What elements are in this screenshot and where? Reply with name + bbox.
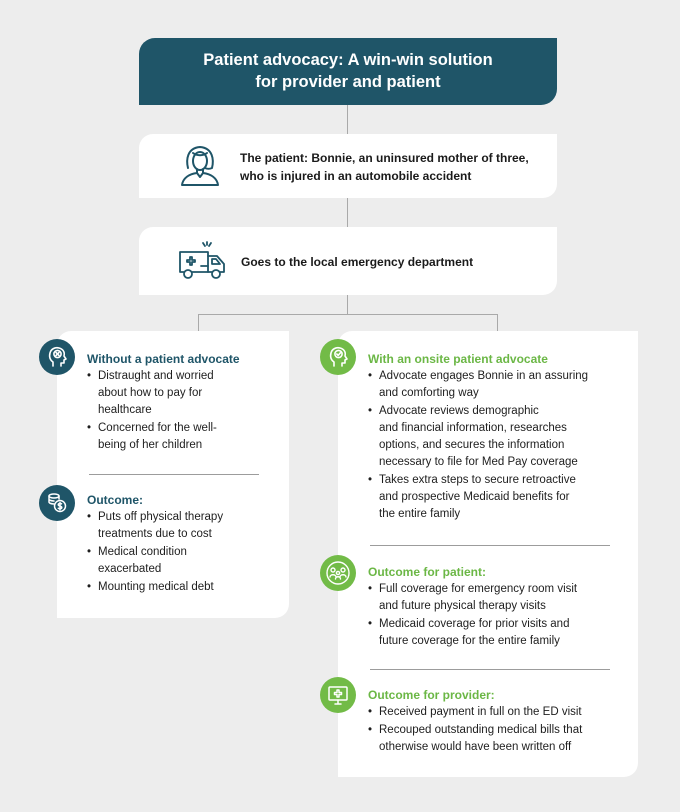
list-item: • Advocate engages Bonnie in an assuring and comforting way [368,368,630,402]
list-item: • Advocate reviews demographic and financial information, researches options, and secures the information necessary to file for Med Pay coverage [368,403,630,471]
list-item: • Medical condition exacerbated [87,544,282,578]
connector-title-patient [347,105,348,134]
connector-branch-horizontal [198,314,498,315]
list-item: • Takes extra steps to secure retroactive and prospective Medicaid benefits for the entire family [368,472,630,523]
connector-branch-left [198,314,199,331]
head-check-icon [320,339,356,375]
without-advocate-heading: Without a patient advocate [87,352,240,366]
without-advocate-panel [57,331,289,618]
list-item: • Received payment in full on the ED visit [368,704,630,721]
outcome-list [87,509,282,597]
family-icon [320,555,356,591]
left-divider [89,474,259,475]
page-title [139,38,557,105]
with-advocate-panel [338,331,638,777]
patient-card [139,134,557,198]
patient-line-1: The patient: Bonnie, an uninsured mother of three, [240,151,529,165]
provider-outcome-heading: Outcome for provider: [368,688,495,702]
patient-description [240,149,529,185]
list-item: • Concerned for the well- being of her children [87,420,282,454]
right-divider-1 [370,545,610,546]
list-item: • Recouped outstanding medical bills that otherwise would have been written off [368,722,630,756]
ambulance-icon [177,239,229,281]
money-stack-icon [39,485,75,521]
without-advocate-list [87,368,282,455]
patient-line-2: who is injured in an automobile accident [240,169,472,183]
woman-icon [177,142,223,188]
provider-monitor-icon [320,677,356,713]
title-line-1: Patient advocacy: A win-win solution [203,51,493,69]
provider-outcome-list [368,704,630,757]
list-item: • Medicaid coverage for prior visits and future coverage for the entire family [368,616,630,650]
with-advocate-list [368,368,630,524]
emergency-department-card [139,227,557,295]
right-divider-2 [370,669,610,670]
patient-outcome-heading: Outcome for patient: [368,565,487,579]
connector-branch-right [497,314,498,331]
ed-description: Goes to the local emergency department [241,255,474,269]
list-item: • Distraught and worried about how to pay for healthcare [87,368,282,419]
connector-ed-branch [347,295,348,314]
title-line-2: for provider and patient [255,73,441,91]
with-advocate-heading: With an onsite patient advocate [368,352,548,366]
list-item: • Mounting medical debt [87,579,282,596]
connector-patient-ed [347,198,348,227]
head-x-icon [39,339,75,375]
outcome-heading: Outcome: [87,493,144,507]
list-item: • Puts off physical therapy treatments due to cost [87,509,282,543]
list-item: • Full coverage for emergency room visit and future physical therapy visits [368,581,630,615]
patient-outcome-list [368,581,630,651]
